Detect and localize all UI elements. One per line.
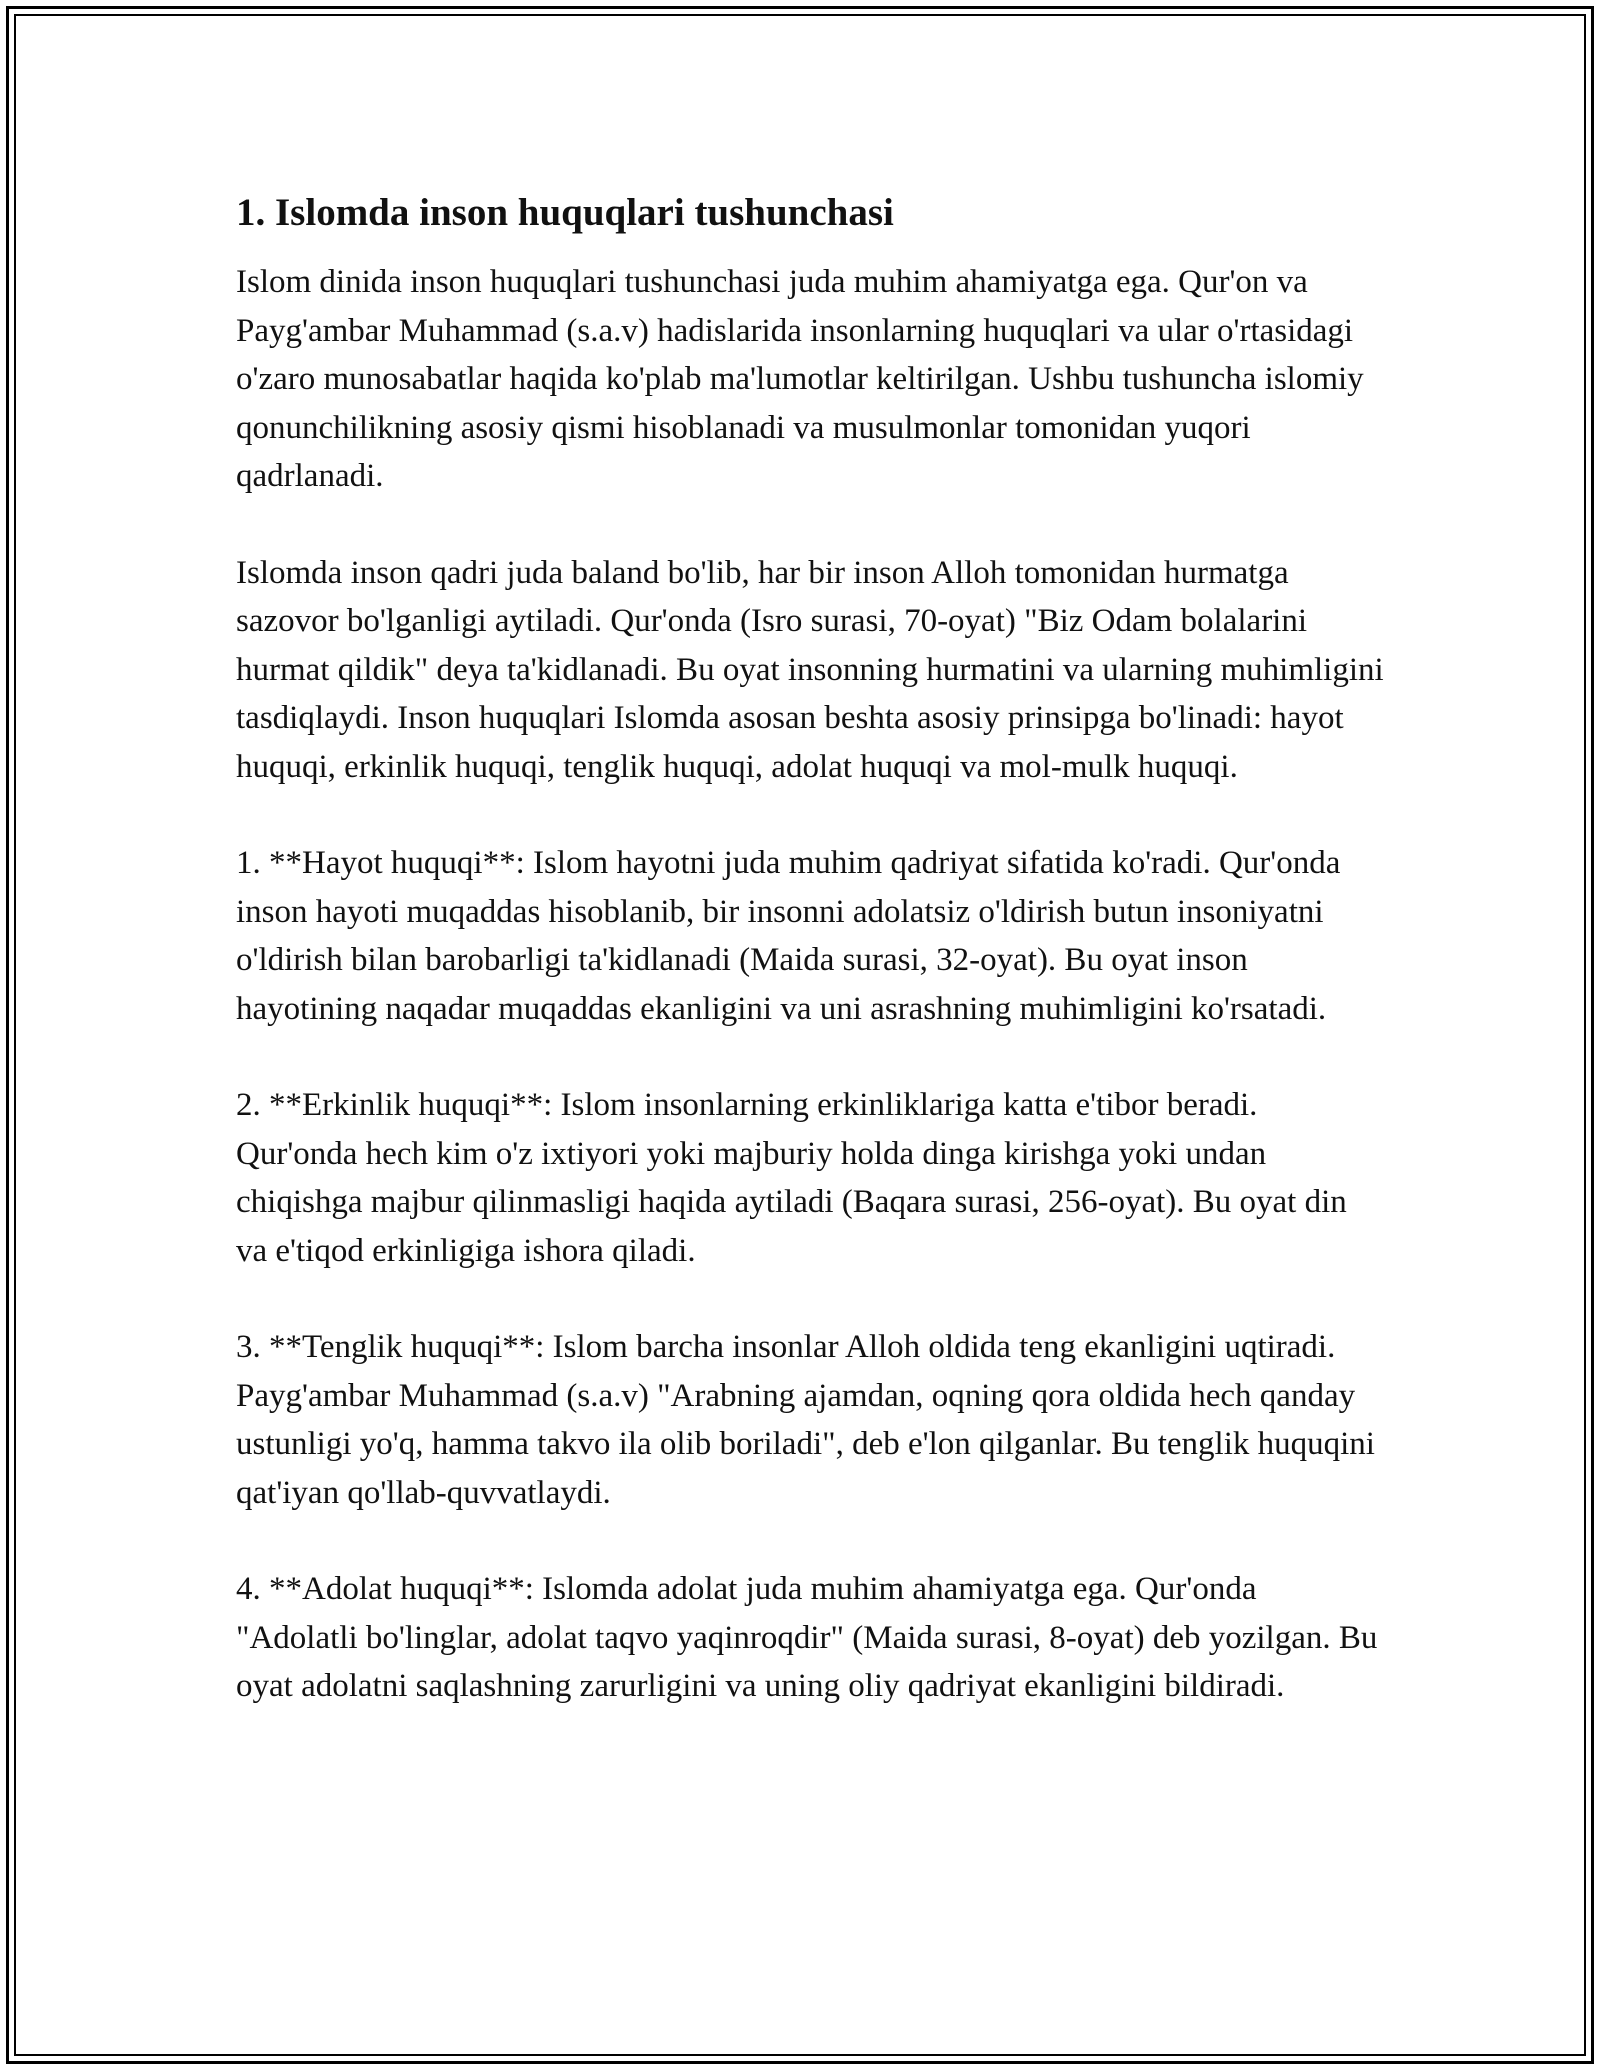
paragraph-right-to-freedom: 2. **Erkinlik huquqi**: Islom insonlarning erkinliklariga katta e'tibor beradi. Qur'onda hech kim o'z ixtiyori yoki majburiy holda dinga kirishga yoki undan chiqishga majbur qilinmasligi haqida aytiladi (Baqara surasi, 256-oyat). Bu oyat din va e'tiqod erkinligiga ishora qiladi.: [236, 1087, 1347, 1269]
paragraph-right-to-life: 1. **Hayot huquqi**: Islom hayotni juda muhim qadriyat sifatida ko'radi. Qur'onda inson hayoti muqaddas hisoblanib, bir insonni adolatsiz o'ldirish butun insoniyatni o'ldirish bilan barobarligi ta'kidlanadi (Maida surasi, 32-oyat). Bu oyat inson hayotining naqadar muqaddas ekanligini va uni asrashning muhimligini ko'rsatadi.: [236, 845, 1341, 1027]
section-heading: 1. Islomda inson huquqlari tushunchasi: [236, 191, 894, 234]
paragraph-right-to-equality: 3. **Tenglik huquqi**: Islom barcha insonlar Alloh oldida teng ekanligini uqtiradi. Payg'ambar Muhammad (s.a.v) "Arabning ajamdan, oqning qora oldida hech qanday ustunligi yo'q, hamma takvo ila olib boriladi", deb e'lon qilganlar. Bu tenglik huquqini qat'iyan qo'llab-quvvatlaydi.: [236, 1329, 1375, 1511]
document-body: [236, 188, 1386, 1759]
paragraph-intro: Islom dinida inson huquqlari tushunchasi juda muhim ahamiyatga ega. Qur'on va Payg'ambar Muhammad (s.a.v) hadislarida insonlarning huquqlari va ular o'rtasidagi o'zaro munosabatlar haqida ko'plab ma'lumotlar keltirilgan. Ushbu tushuncha islomiy qonunchilikning asosiy qismi hisoblanadi va musulmonlar tomonidan yuqori qadrlanadi.: [236, 264, 1364, 494]
paragraph-right-to-justice: 4. **Adolat huquqi**: Islomda adolat juda muhim ahamiyatga ega. Qur'onda "Adolatli bo'linglar, adolat taqvo yaqinroqdir" (Maida surasi, 8-oyat) deb yozilgan. Bu oyat adolatni saqlashning zarurligini va uning oliy qadriyat ekanligini bildiradi.: [236, 1571, 1378, 1704]
paragraph-human-dignity: Islomda inson qadri juda baland bo'lib, har bir inson Alloh tomonidan hurmatga sazovor bo'lganligi aytiladi. Qur'onda (Isro surasi, 70-oyat) "Biz Odam bolalarini hurmat qildik" deya ta'kidlanadi. Bu oyat insonning hurmatini va ularning muhimligini tasdiqlaydi. Inson huquqlari Islomda asosan beshta asosiy prinsipga bo'linadi: hayot huquqi, erkinlik huquqi, tenglik huquqi, adolat huquqi va mol-mulk huquqi.: [236, 554, 1384, 785]
